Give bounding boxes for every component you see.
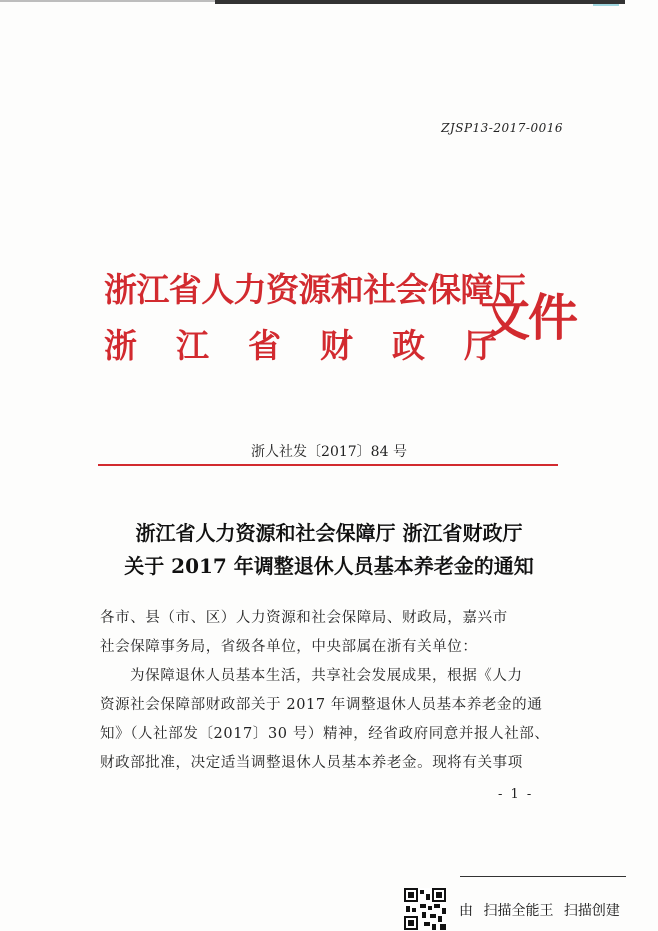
scan-edge-highlight	[593, 4, 619, 6]
body-line: 资源社会保障部财政部关于 2017 年调整退休人员基本养老金的通	[100, 697, 543, 713]
scanner-watermark	[459, 900, 626, 920]
qr-code-icon	[404, 888, 446, 930]
footer-divider	[460, 876, 626, 877]
body-line: 社会保障事务局，省级各单位，中央部属在浙有关单位：	[100, 639, 478, 655]
scanner-prefix: 由	[459, 903, 473, 919]
body-line: 财政部批准，决定适当调整退休人员基本养老金。现将有关事项	[100, 755, 523, 771]
scanner-suffix: 扫描创建	[563, 903, 620, 919]
page-number: - 1 -	[498, 787, 534, 802]
scanner-app-name: 扫描全能王	[483, 903, 554, 919]
body-line: 各市、县（市、区）人力资源和社会保障局、财政局，嘉兴市	[100, 610, 508, 626]
title-line-2: 关于 2017 年调整退休人员基本养老金的通知	[124, 554, 534, 578]
red-separator-line	[98, 464, 558, 466]
issuer-line-1: 浙江省人力资源和社会保障厅	[104, 270, 526, 309]
body-line: 知》（人社部发〔2017〕30 号）精神，经省政府同意并报人社部、	[100, 726, 550, 742]
scan-edge-bar	[215, 0, 625, 4]
scan-edge-shadow	[0, 0, 215, 2]
title-line-1: 浙江省人力资源和社会保障厅 浙江省财政厅	[135, 521, 523, 545]
body-line: 为保障退休人员基本生活，共享社会发展成果，根据《人力	[130, 668, 523, 684]
document-code: ZJSP13-2017-0016	[441, 121, 563, 135]
issuer-line-2: 浙江省财政厅	[104, 326, 536, 365]
document-number: 浙人社发〔2017〕84 号	[251, 444, 407, 460]
document-type-word: 文件	[480, 288, 576, 347]
